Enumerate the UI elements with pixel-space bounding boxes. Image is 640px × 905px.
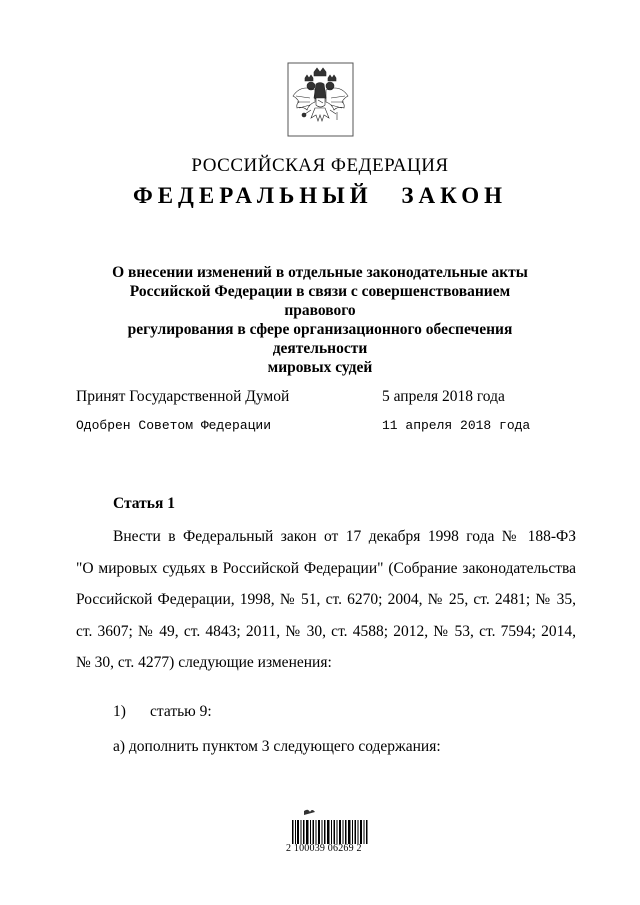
paragraph-line: ст. 3607; № 49, ст. 4843; 2011, № 30, ст. 4588; 2012, № 53, ст. 7594; 2014, xyxy=(76,622,576,640)
paragraph-line: Российской Федерации, 1998, № 51, ст. 6270; 2004, № 25, ст. 2481; № 35, xyxy=(76,591,576,608)
paragraph-line: "О мировых судьях в Российской Федерации" (Собрание законодательства xyxy=(76,559,576,577)
paragraph-line: № 30, ст. 4277) следующие изменения: xyxy=(76,654,332,671)
law-title-line: О внесении изменений в отдельные законодательные акты xyxy=(112,264,528,281)
law-title xyxy=(95,263,545,377)
approved-by-federation-council-label: Одобрен Советом Федерации xyxy=(76,418,272,433)
barcode-number: 2 100039 06269 2 xyxy=(286,843,362,854)
law-title-line: мировых судей xyxy=(267,359,373,376)
coat-of-arms-icon xyxy=(287,62,354,137)
paragraph-line: Внести в Федеральный закон от 17 декабря 1998 года № 188-ФЗ xyxy=(113,528,576,545)
list-item-text: статью 9: xyxy=(150,703,212,720)
subitem-a: а) дополнить пунктом 3 следующего содержания: xyxy=(113,738,441,755)
law-title-line: Российской Федерации в связи с совершенствованием правового xyxy=(129,283,511,319)
adopted-by-duma-label: Принят Государственной Думой xyxy=(76,388,290,405)
article-heading: Статья 1 xyxy=(113,495,175,512)
article-intro-paragraph xyxy=(76,521,576,679)
document-type: ФЕДЕРАЛЬНЫЙ ЗАКОН xyxy=(132,183,508,208)
approved-by-federation-council-date: 11 апреля 2018 года xyxy=(382,418,531,433)
list-item-number: 1) xyxy=(113,703,126,720)
law-title-line: регулирования в сфере организационного обеспечения деятельности xyxy=(127,321,513,357)
country-name: РОССИЙСКАЯ ФЕДЕРАЦИЯ xyxy=(191,155,449,176)
adopted-by-duma-date: 5 апреля 2018 года xyxy=(382,388,505,405)
